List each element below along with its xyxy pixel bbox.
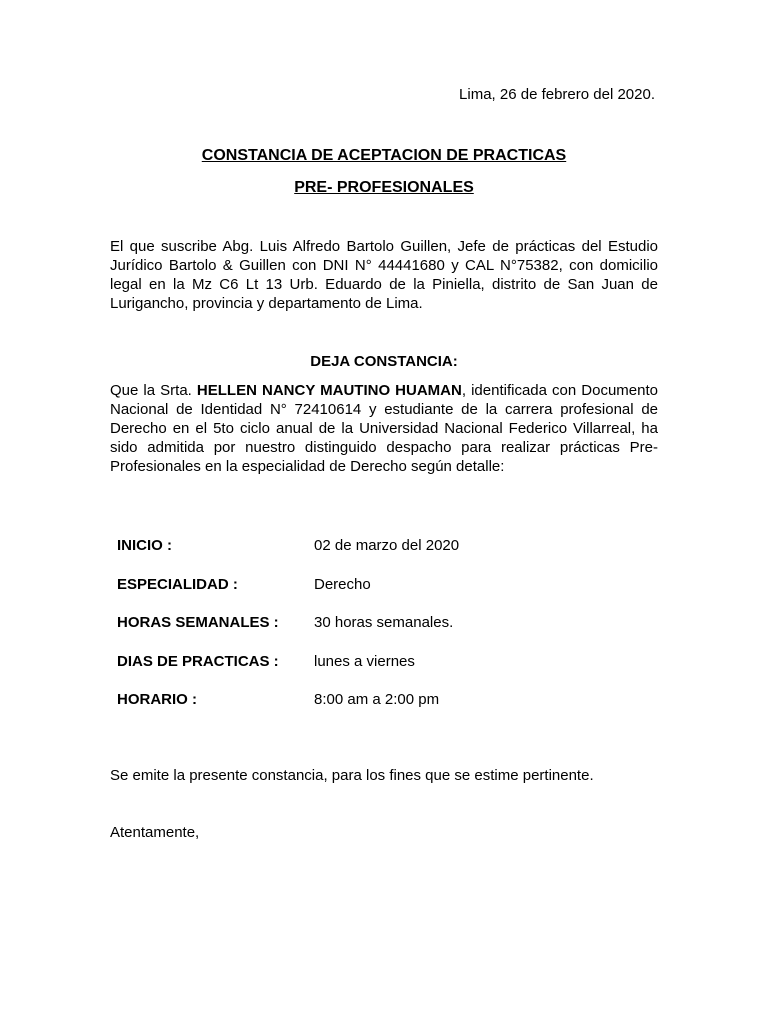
detail-value: 8:00 am a 2:00 pm — [314, 691, 440, 708]
detail-value: lunes a viernes — [314, 652, 415, 670]
detail-row-dias — [117, 652, 657, 691]
date-line: Lima, 26 de febrero del 2020. — [459, 86, 655, 103]
closing-line: Se emite la presente constancia, para los fines que se estime pertinente. — [110, 767, 594, 784]
detail-label: INICIO : — [117, 537, 172, 554]
document-subtitle: PRE- PROFESIONALES — [294, 179, 474, 196]
body-paragraph — [110, 381, 658, 476]
detail-row-horario — [117, 690, 657, 729]
detail-value: Derecho — [314, 575, 371, 593]
detail-label: ESPECIALIDAD : — [117, 575, 238, 593]
detail-value: 02 de marzo del 2020 — [314, 537, 460, 554]
intro-paragraph: El que suscribe Abg. Luis Alfredo Bartolo Guillen, Jefe de prácticas del Estudio Jurídico Bartolo & Guillen con DNI N° 44441680 y CAL N°75382, con domicilio legal en la Mz C6 Lt 13 Urb. Eduardo de la Piniella, distrito de San Juan de Lurigancho, provincia y departamento de Lima. — [110, 238, 658, 312]
student-name: HELLEN NANCY MAUTINO HUAMAN — [196, 382, 462, 399]
detail-row-inicio — [117, 536, 657, 575]
detail-row-horas — [117, 613, 657, 652]
detail-label: DIAS DE PRACTICAS : — [117, 652, 279, 670]
detail-label: HORARIO : — [117, 691, 197, 708]
detail-value: 30 horas semanales. — [314, 614, 454, 631]
section-heading: DEJA CONSTANCIA: — [310, 353, 458, 370]
body-suffix: , identificada con Documento Nacional de Identidad N° 72410614 y estudiante de la carrera profesional de Derecho en el 5to ciclo anual de la Universidad Nacional Federico Villarreal, ha sido admitida por nuestro distinguido despacho para realizar prácticas Pre- Profesionales en la especialidad de Derecho según detalle: — [110, 382, 658, 475]
detail-row-especialidad — [117, 575, 657, 614]
detail-label: HORAS SEMANALES : — [117, 614, 279, 631]
details-table — [117, 536, 657, 729]
signoff: Atentamente, — [110, 824, 200, 841]
document-title: CONSTANCIA DE ACEPTACION DE PRACTICAS — [201, 147, 567, 164]
body-prefix: Que la Srta. — [110, 382, 192, 399]
